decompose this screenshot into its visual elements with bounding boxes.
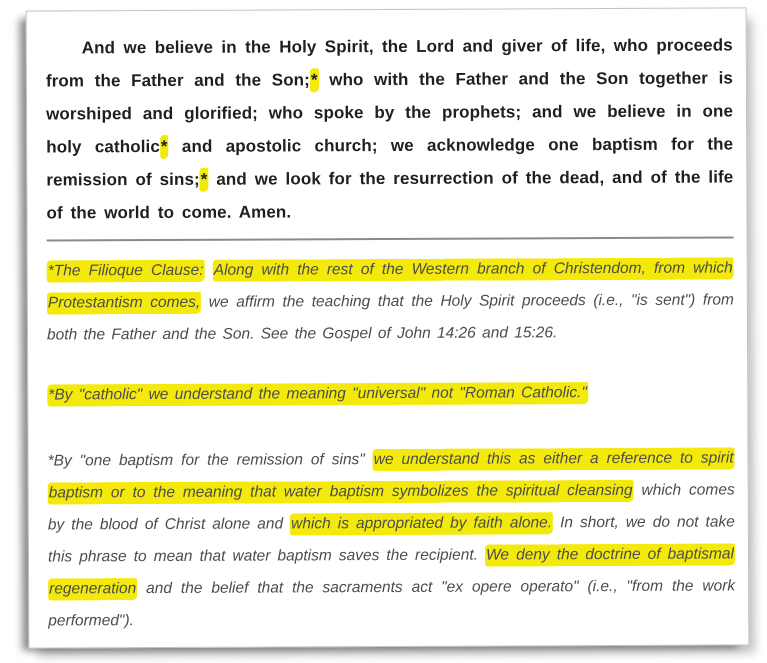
- text-segment: we affirm the teaching that the Holy Spirit proceeds (i.e., "is sent") from both the Father and the Son. See the Gospel of John 14:26 and 15:26.: [46, 291, 734, 344]
- footnote-filioque-clause: [47, 252, 734, 351]
- text-segment: And we believe in the Holy Spirit, the Lord and giver of life, who proceeds from the Father and the Son;: [45, 35, 733, 91]
- highlighted-text: *By "catholic" we understand the meaning "universal" not "Roman Catholic.": [47, 382, 588, 406]
- text-segment: [205, 262, 213, 279]
- highlighted-text: we understand this as either a reference to spirit baptism or to the meaning that water baptism symbolizes the spiritual cleansing: [48, 447, 735, 504]
- text-segment: and apostolic church; we acknowledge one baptism for the remission of sins;: [46, 134, 734, 190]
- text-segment: which comes by the blood of Christ alone and: [47, 481, 735, 534]
- text-segment: and we look for the resurrection of the dead, and of the life of the world to come. Amen.: [46, 167, 734, 223]
- highlighted-text: *The Filioque Clause:: [47, 260, 205, 283]
- highlighted-text: *: [200, 168, 209, 192]
- text-segment: *By "one baptism for the remission of sins": [47, 451, 373, 470]
- footnote-catholic-definition: [47, 376, 734, 411]
- highlighted-text: which is appropriated by faith alone.: [290, 512, 553, 535]
- creed-paragraph: [46, 28, 734, 229]
- footnote-one-baptism: [48, 442, 736, 637]
- highlighted-text: *: [310, 68, 319, 92]
- highlighted-text: We deny the doctrine of baptismal regeneration: [48, 543, 735, 600]
- text-segment: In short, we do not take this phrase to mean that water baptism saves the recipient.: [47, 513, 735, 566]
- highlighted-text: Along with the rest of the Western branch of Christendom, from which Protestantism comes,: [47, 257, 734, 314]
- document-page: [26, 7, 750, 648]
- highlighted-text: *: [160, 135, 169, 159]
- footnote-separator-rule: [47, 236, 734, 241]
- text-segment: and the belief that the sacraments act "ex opere operato" (i.e., "from the work performed").: [48, 577, 736, 630]
- text-segment: who with the Father and the Son together is worshiped and glorified; who spoke by the prophets; and we believe in one holy catholic: [46, 68, 734, 157]
